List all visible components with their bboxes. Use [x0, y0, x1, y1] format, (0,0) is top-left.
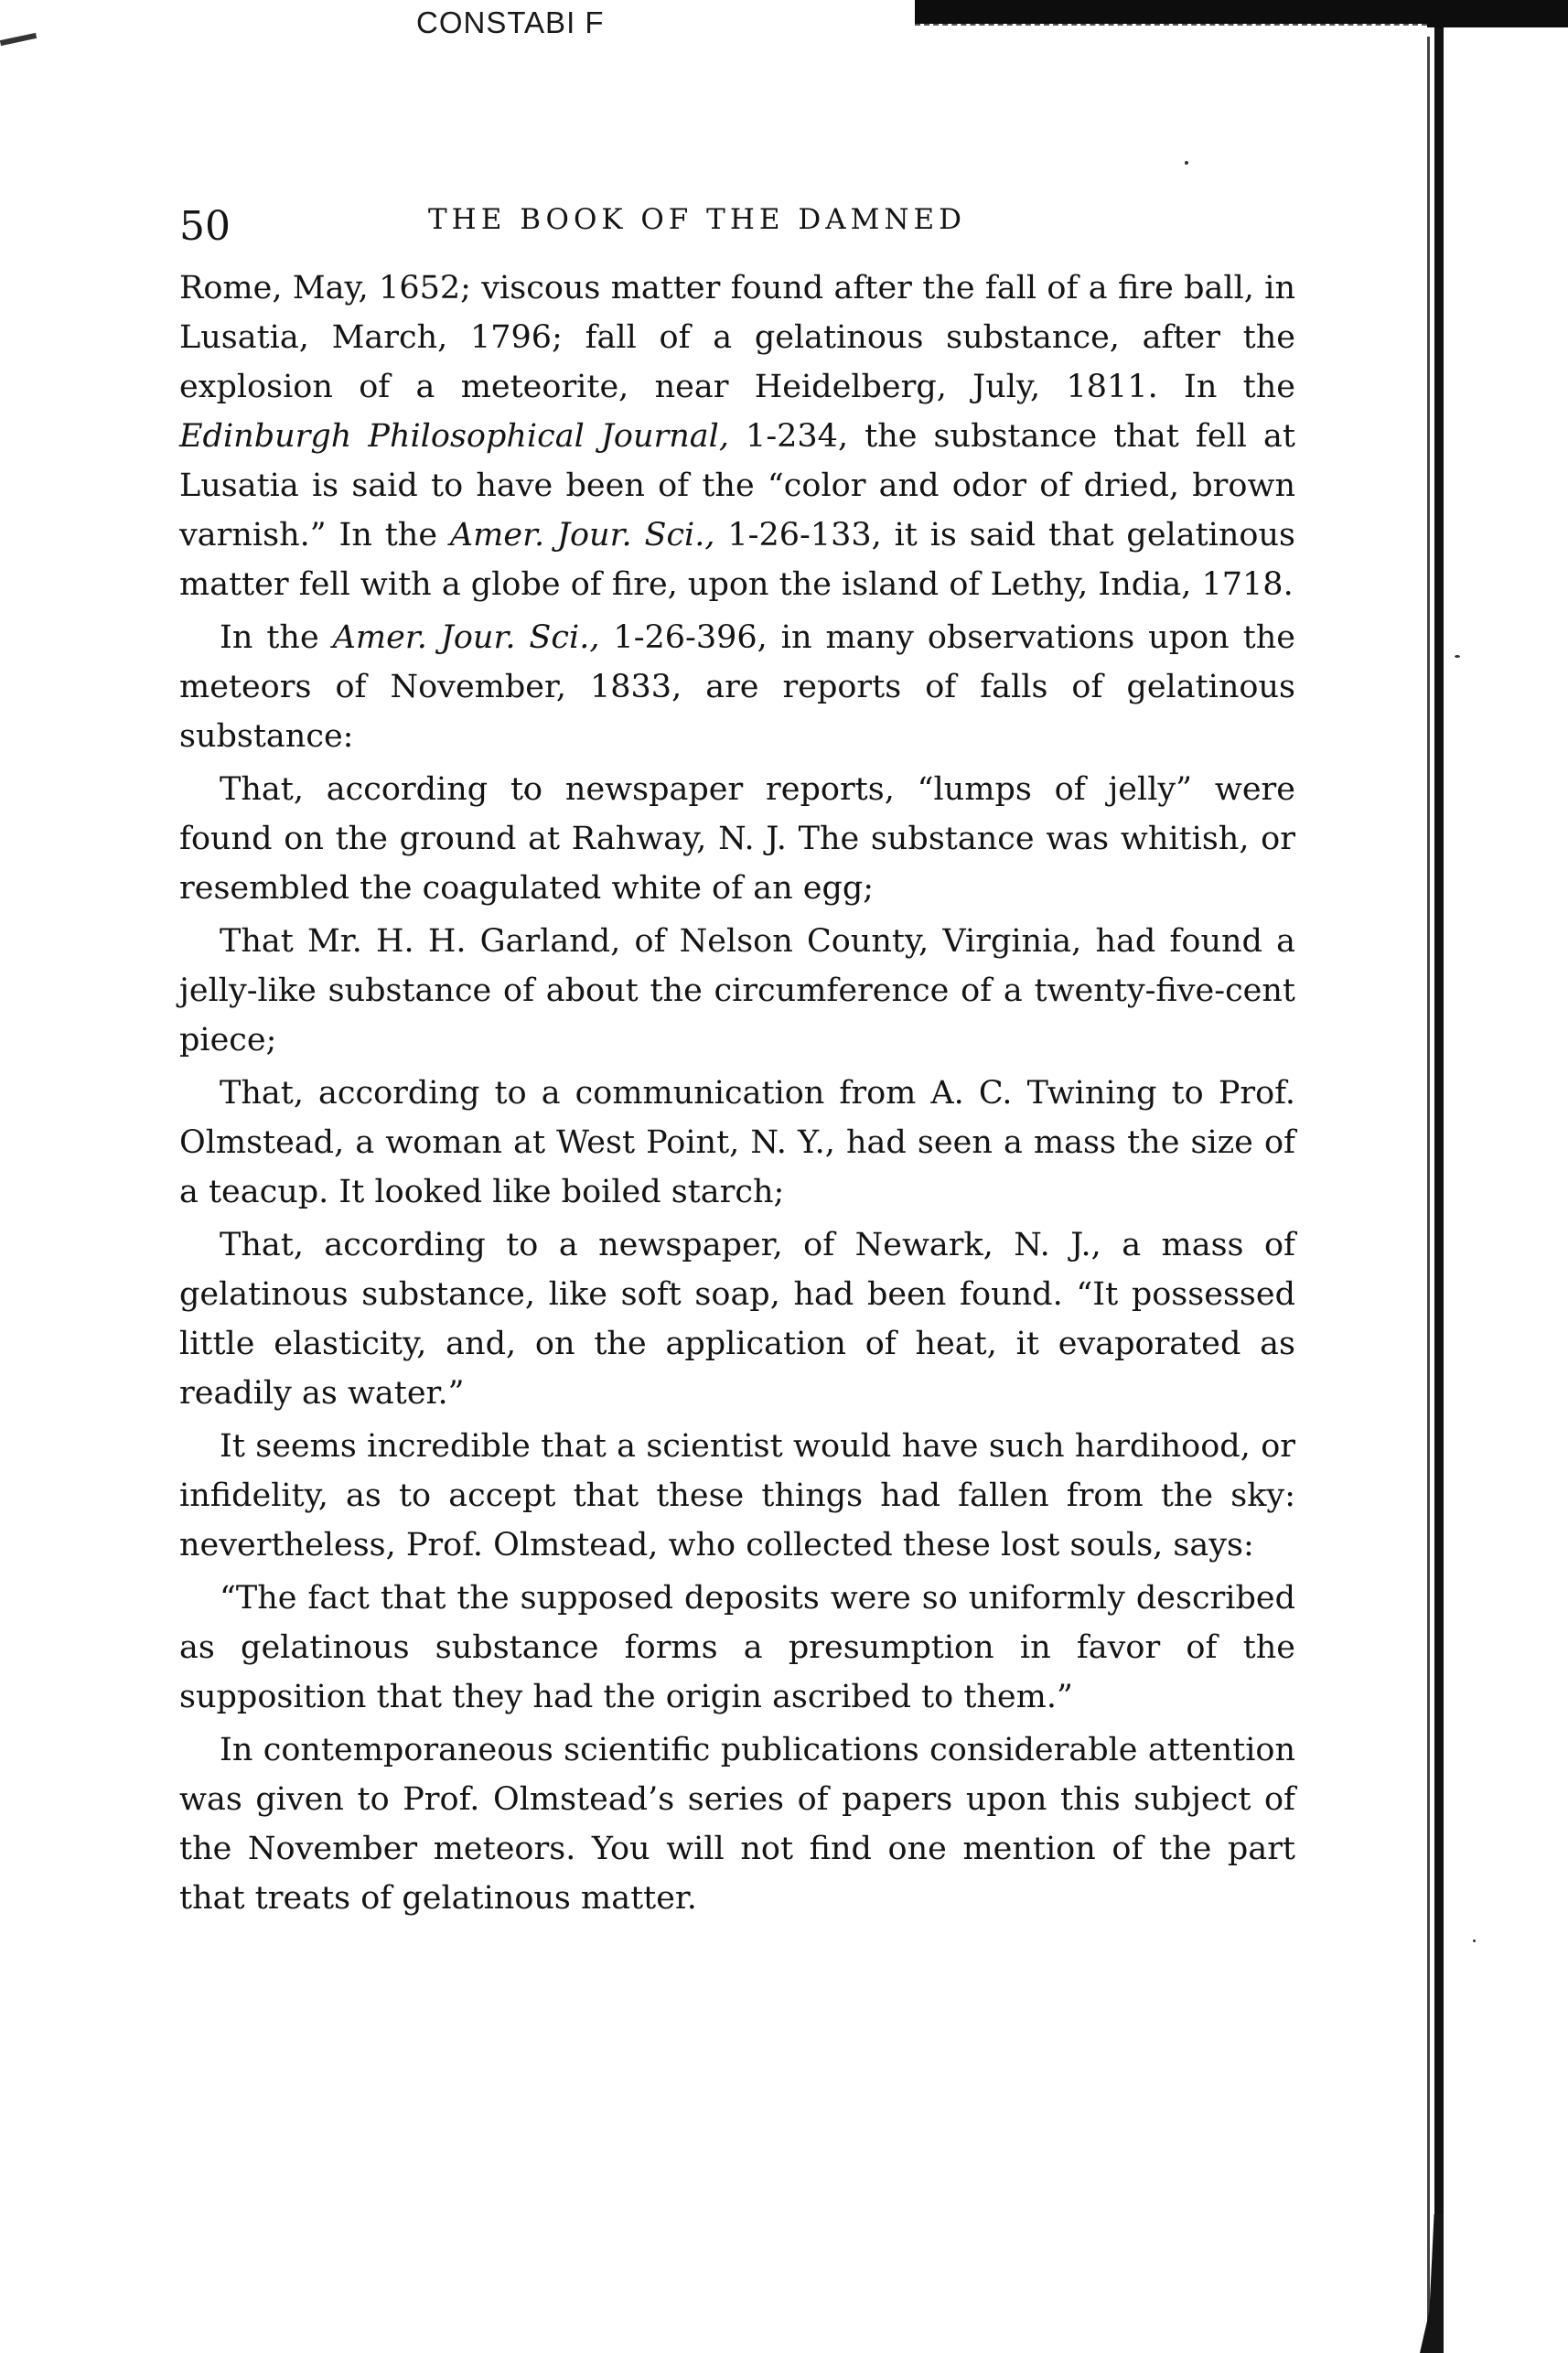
- scan-speck: [1185, 161, 1188, 165]
- paragraph: Rome, May, 1652; viscous matter found after the fall of a fire ball, in Lusatia, March, 1796; fall of a gelatinous substance, after the explosion of a meteorite, near Heidelberg, July, 1811. In the Edinburgh Philosophical Journal, 1-234, the substance that fell at Lusatia is said to have been of the “color and odor of dried, brown varnish.” In the Amer. Jour. Sci., 1-26-133, it is said that gelatinous matter fell with a globe of fire, upon the island of Lethy, India, 1718.: [179, 270, 1295, 603]
- scan-right-edge-bottom: [1420, 2214, 1444, 2353]
- body-text: [179, 263, 1295, 1927]
- paragraph: It seems incredible that a scientist would have such hardihood, or infidelity, as to accept that these things had fallen from the sky: nevertheless, Prof. Olmstead, who collected these lost souls, says:: [179, 1428, 1295, 1563]
- scan-speck: [1455, 655, 1460, 658]
- scan-right-edge-shadow: [1434, 27, 1444, 2353]
- paragraph: That Mr. H. H. Garland, of Nelson County, Virginia, had found a jelly-like substance of about the circumference of a twenty-five-cent piece;: [179, 923, 1295, 1058]
- paragraph: That, according to a communication from A. C. Twining to Prof. Olmstead, a woman at West Point, N. Y., had seen a mass the size of a teacup. It looked like boiled starch;: [179, 1075, 1295, 1210]
- page-number: 50: [179, 203, 231, 250]
- paragraph: That, according to newspaper reports, “lumps of jelly” were found on the ground at Rahway, N. J. The substance was whitish, or resembled the coagulated white of an egg;: [179, 771, 1295, 907]
- scan-top-edge-gap: [915, 24, 1427, 31]
- paragraph: That, according to a newspaper, of Newark, N. J., a mass of gelatinous substance, like soft soap, had been found. “It possessed little elasticity, and, on the application of heat, it evaporated as readily as water.”: [179, 1227, 1295, 1412]
- paragraph: In the Amer. Jour. Sci., 1-26-396, in many observations upon the meteors of November, 1833, are reports of falls of gelatinous substance:: [179, 619, 1296, 755]
- scan-corner-mark: [0, 33, 37, 46]
- paragraph: In contemporaneous scientific publications considerable attention was given to Prof. Olmstead’s series of papers upon this subject of the November meteors. You will not find one mention of the part that treats of gelatinous matter.: [179, 1732, 1295, 1917]
- scan-speck: [1473, 1939, 1476, 1942]
- running-head: THE BOOK OF THE DAMNED: [428, 203, 966, 236]
- scan-right-edge-inner: [1427, 37, 1430, 2324]
- library-stamp: CONSTABI F: [416, 5, 605, 39]
- paragraph: “The fact that the supposed deposits were so uniformly described as gelatinous substance forms a presumption in favor of the supposition that they had the origin ascribed to them.”: [179, 1580, 1295, 1715]
